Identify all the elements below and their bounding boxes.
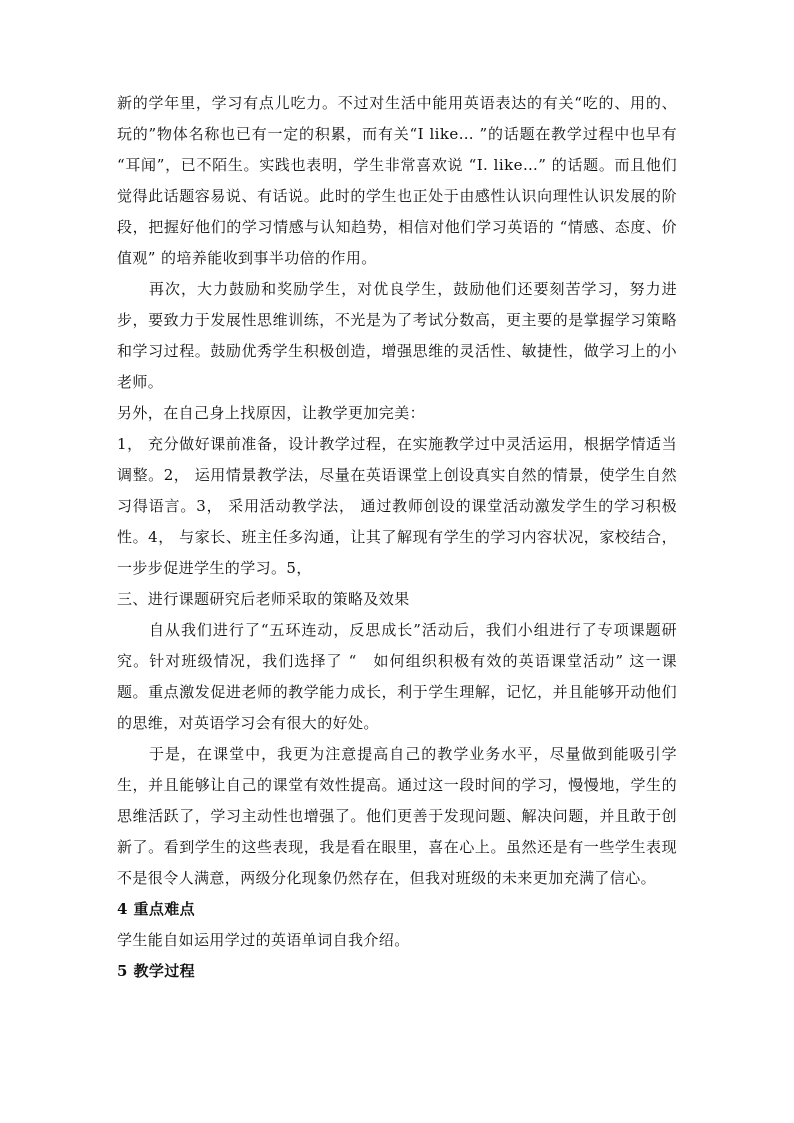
paragraph-teaching-measures: 1， 充分做好课前准备，设计教学过程，在实施教学过中灵活运用，根据学情适当调整。2， 运用情景教学法，尽量在英语课堂上创设真实自然的情景，使学生自然习得语言。3， 采用活动教学法， 通过教师创设的课堂活动激发学生的学习积极性。4， 与家长、班主任多沟通，让其了解现有学生的学习内容状况，家校结合，一步步促进学生的学习。5，: [117, 435, 677, 577]
paragraph-encourage-students: 再次，大力鼓励和奖励学生，对优良学生，鼓励他们还要刻苦学习，努力进步，要致力于发展性思维训练，不光是为了考试分数高，更主要的是掌握学习策略和学习过程。鼓励优秀学生积极创造，增强思维的灵活性、敏捷性，做学习上的小老师。: [117, 280, 677, 391]
section-heading-strategies: 三、进行课题研究后老师采取的策略及效果: [117, 590, 410, 608]
heading-teaching-process: 5 教学过程: [117, 962, 196, 980]
document-page: [117, 88, 677, 987]
paragraph-classroom-results: 于是，在课堂中，我更为注意提高自己的教学业务水平，尽量做到能吸引学生，并且能够让自己的课堂有效性提高。通过这一段时间的学习，慢慢地，学生的思维活跃了，学习主动性也增强了。他们更善于发现问题、解决问题，并且敢于创新了。看到学生的这些表现，我是看在眼里，喜在心上。虽然还是有一些学生表现不是很令人满意，两级分化现象仍然存在，但我对班级的未来更加充满了信心。: [117, 745, 677, 887]
paragraph-student-analysis: 新的学年里，学习有点儿吃力。不过对生活中能用英语表达的有关“吃的、用的、玩的”物体名称也已有一定的积累，而有关“I like… ”的话题在教学过程中也早有 “耳闻”，已不陌生。实践也表明，学生非常喜欢说 “I. like…” 的话题。而且他们觉得此话题容易说、有话说。此时的学生也正处于由感性认识向理性认识发展的阶段，把握好他们的学习情感与认知趋势，相信对他们学习英语的 “情感、态度、价值观” 的培养能收到事半功倍的作用。: [117, 94, 677, 267]
paragraph-research-project: 自从我们进行了“五环连动，反思成长”活动后，我们小组进行了专项课题研究。针对班级情况，我们选择了 “ 如何组织积极有效的英语课堂活动” 这一课题。重点激发促进老师的教学能力成长，利于学生理解，记忆，并且能够开动他们的思维，对英语学习会有很大的好处。: [117, 621, 677, 732]
paragraph-self-reflection: 另外，在自己身上找原因，让教学更加完美：: [117, 404, 426, 422]
heading-key-difficulties: 4 重点难点: [117, 900, 196, 918]
paragraph-key-difficulties: 学生能自如运用学过的英语单词自我介绍。: [117, 931, 410, 949]
